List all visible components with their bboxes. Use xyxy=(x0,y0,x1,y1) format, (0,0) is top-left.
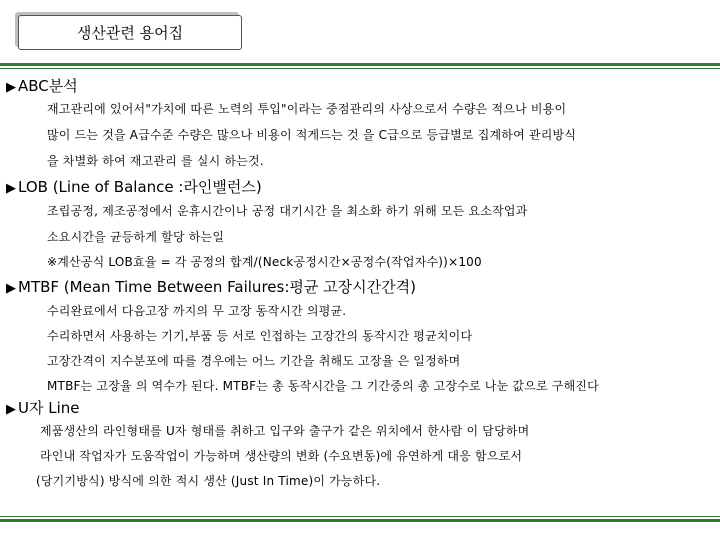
section-line: (당기기방식) 방식에 의한 적시 생산 (Just In Time)이 가능하다. xyxy=(36,474,381,488)
triangle-bullet-icon: ▶ xyxy=(6,80,16,95)
section-line: 수리완료에서 다음고장 까지의 무 고장 동작시간 의평균. xyxy=(47,304,347,318)
section-line: 제품생산의 라인형태를 U자 형태를 취하고 입구와 출구가 같은 위치에서 한사람 이 담당하며 xyxy=(40,424,530,438)
section-line: 고장간격이 지수분포에 따를 경우에는 어느 기간을 취해도 고장율 은 일정하며 xyxy=(47,354,461,368)
section-line: 소요시간을 균등하게 할당 하는일 xyxy=(47,230,225,244)
section-heading-lob: ▶ LOB (Line of Balance :라인밸런스) xyxy=(6,178,262,196)
section-line: 조립공정, 제조공정에서 운휴시간이나 공정 대기시간 을 최소화 하기 위해 모든 요소작업과 xyxy=(47,204,528,218)
section-line: 재고관리에 있어서"가치에 따른 노력의 투입"이라는 중점관리의 사상으로서 수량은 적으나 비용이 xyxy=(47,102,567,116)
section-line: 을 차별화 하여 재고관리 를 실시 하는것. xyxy=(47,154,264,168)
section-heading-u-line: ▶ U자 Line xyxy=(6,399,80,417)
triangle-bullet-icon: ▶ xyxy=(6,181,16,196)
section-line: 수리하면서 사용하는 기기,부품 등 서로 인접하는 고장간의 동작시간 평균치이다 xyxy=(47,329,473,343)
section-line: MTBF는 고장율 의 역수가 된다. MTBF는 총 동작시간을 그 기간중의 총 고장수로 나눈 값으로 구해진다 xyxy=(47,379,599,393)
bottom-divider-thin xyxy=(0,516,720,517)
section-line: 많이 드는 것을 A급수준 수량은 많으나 비용이 적게드는 것 을 C급으로 등급별로 집계하여 관리방식 xyxy=(47,128,577,142)
section-line: 라인내 작업자가 도움작업이 가능하며 생산량의 변화 (수요변동)에 유연하게 대응 함으로서 xyxy=(40,449,523,463)
section-heading-abc: ▶ ABC분석 xyxy=(6,77,78,95)
section-heading-mtbf: ▶ MTBF (Mean Time Between Failures:평균 고장시간간격) xyxy=(6,278,416,296)
triangle-bullet-icon: ▶ xyxy=(6,281,16,296)
triangle-bullet-icon: ▶ xyxy=(6,402,16,417)
bottom-divider-thick xyxy=(0,519,720,522)
section-line: ※계산공식 LOB효율 = 각 공정의 합계/(Neck공정시간×공정수(작업자수))×100 xyxy=(47,255,482,269)
page-title: 생산관련 용어집 xyxy=(76,24,184,42)
